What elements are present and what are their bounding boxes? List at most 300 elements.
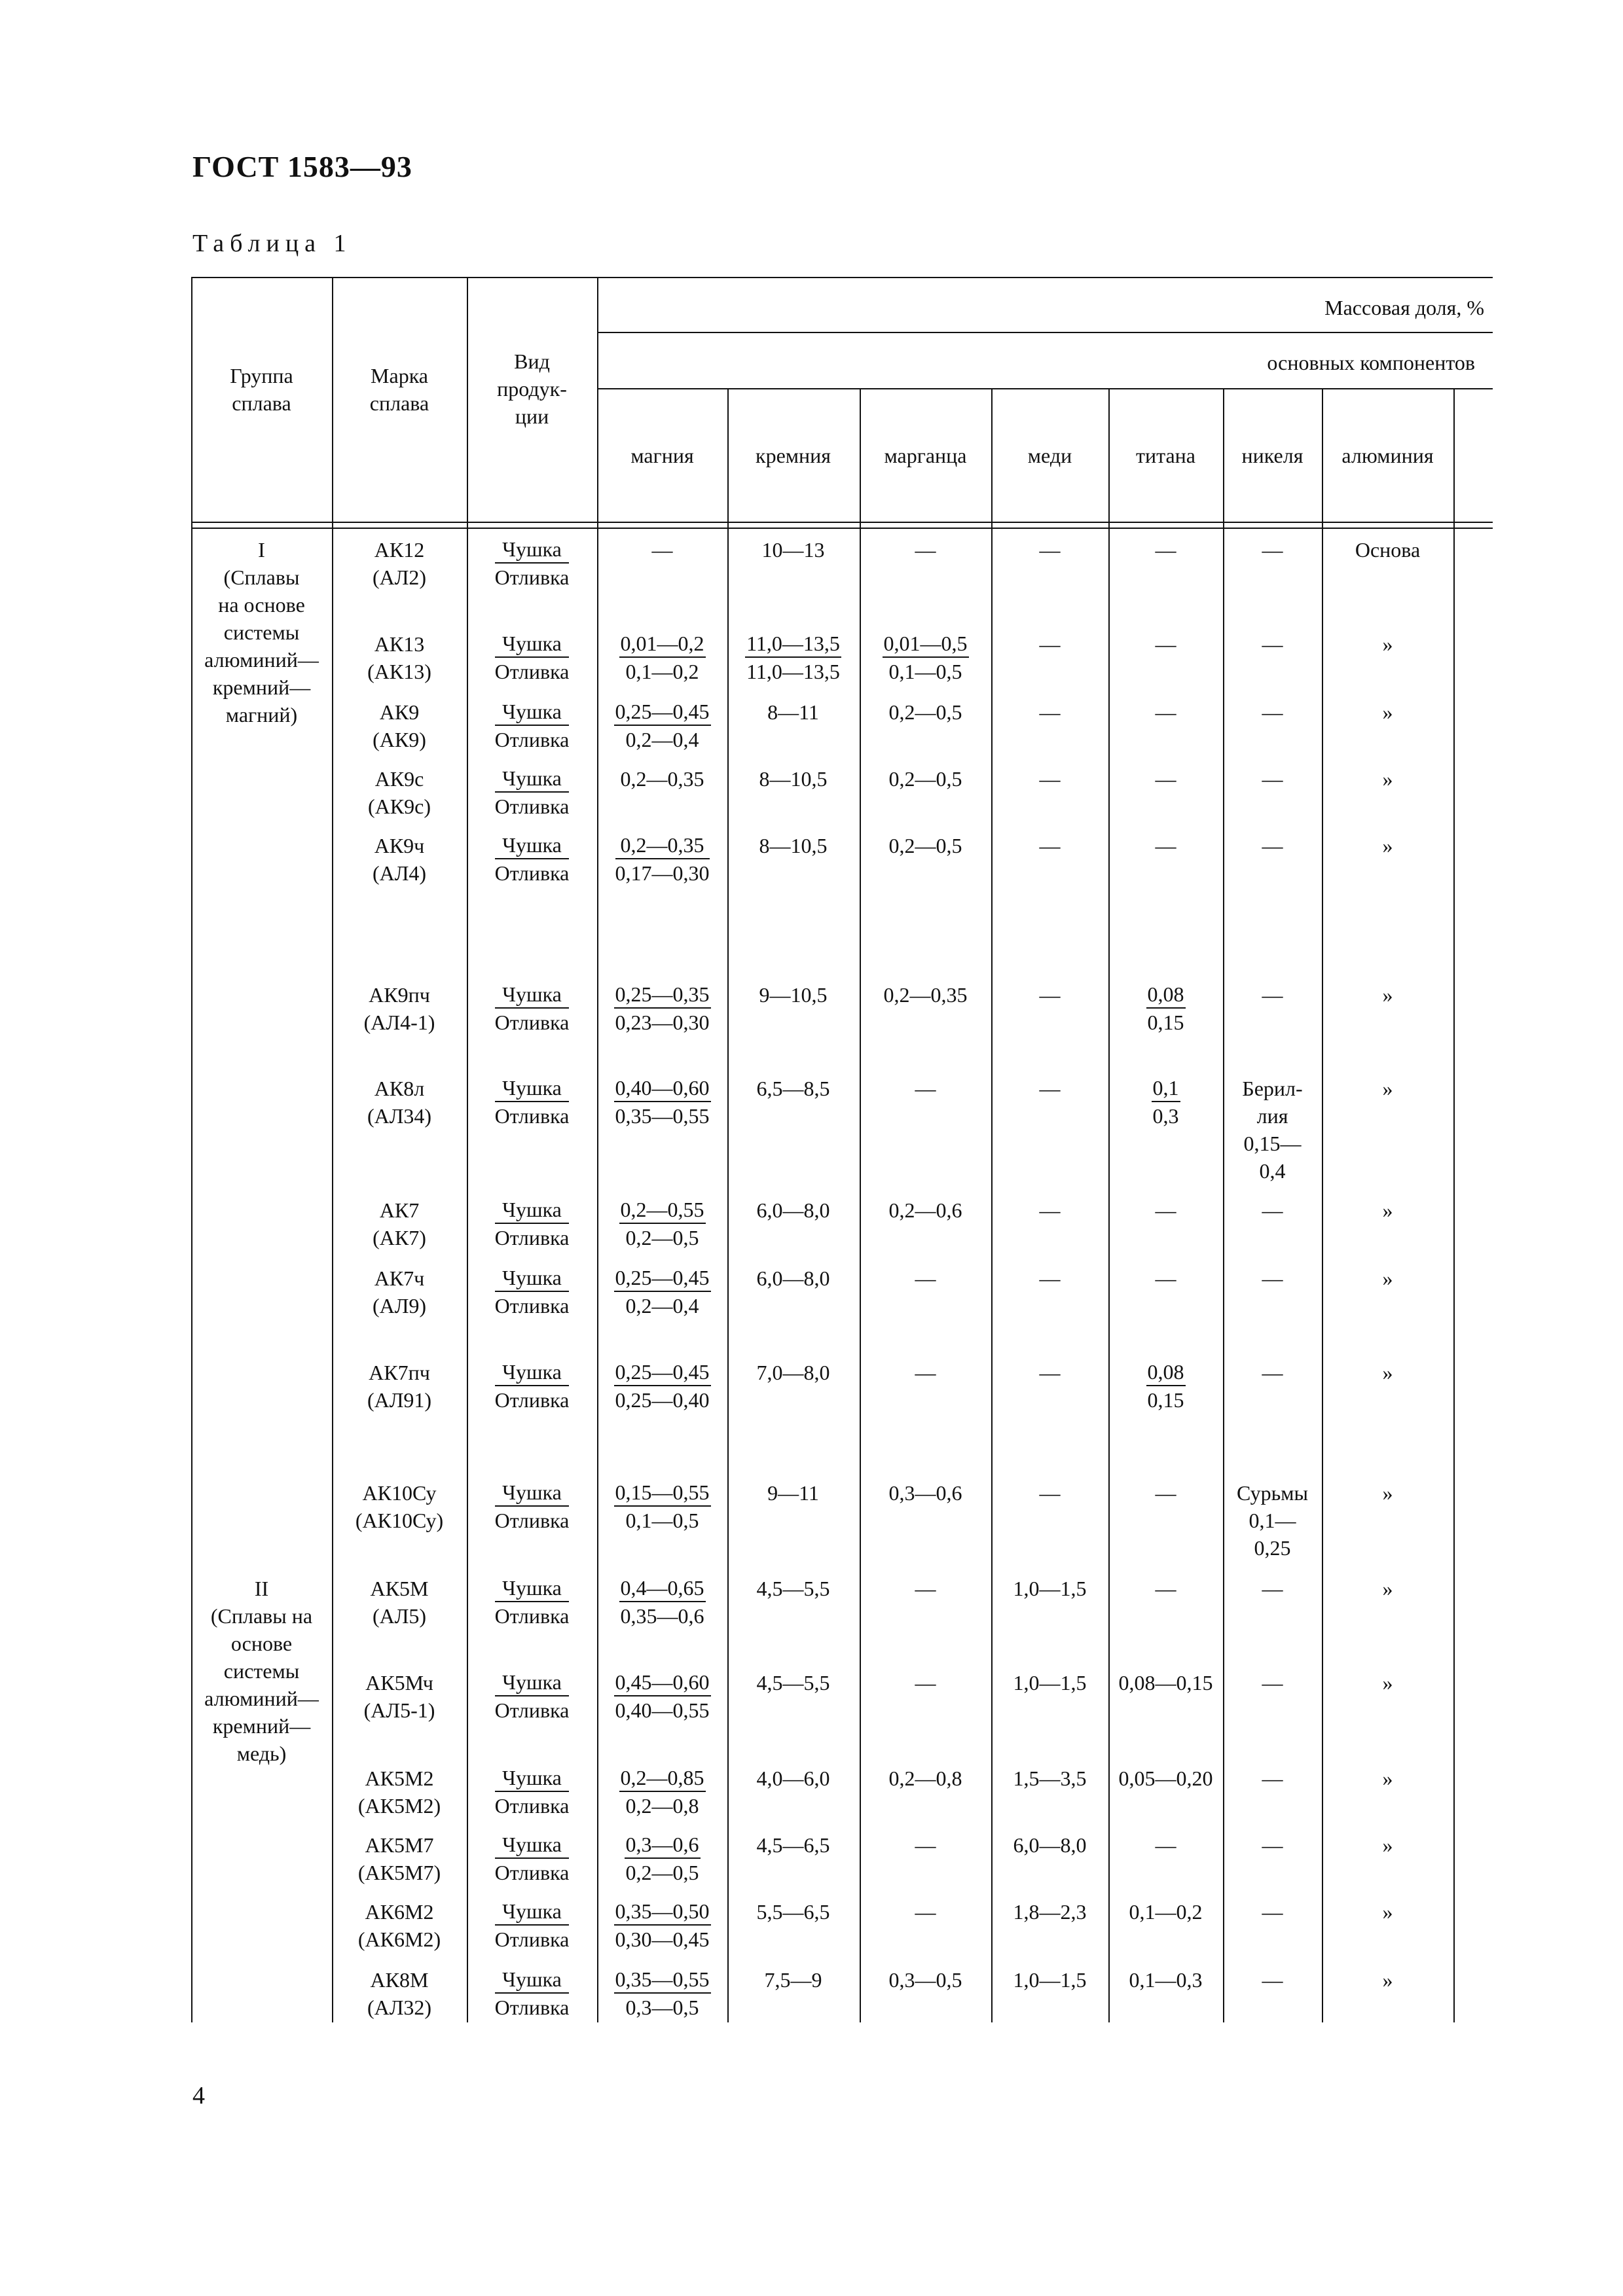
fraction-denominator: Отливка xyxy=(494,1604,570,1628)
table-cell-si xyxy=(727,1359,859,1386)
table-cell-product xyxy=(467,1831,597,1886)
fraction-numerator: 0,25—0,35 xyxy=(614,981,711,1009)
cell-line: АК5М xyxy=(370,1577,429,1600)
fraction-value xyxy=(495,832,570,887)
cell-line: 0,08—0,15 xyxy=(1118,1671,1213,1695)
fraction-numerator: Чушка xyxy=(495,1075,570,1102)
cell-line: АК10Су xyxy=(362,1481,437,1505)
cell-line: (АЛ91) xyxy=(367,1388,432,1412)
table-cell-mn xyxy=(860,1479,991,1507)
fraction-value xyxy=(1146,981,1186,1036)
table-cell-mg xyxy=(597,1359,727,1414)
cell-line: — xyxy=(1039,767,1061,791)
fraction-denominator: Отливка xyxy=(494,1698,570,1722)
cell-line: АК7ч xyxy=(374,1266,425,1290)
cell-line: АК9пч xyxy=(369,983,430,1007)
cell-line: 6,0—8,0 xyxy=(1013,1833,1087,1857)
table-cell-cu xyxy=(991,1359,1108,1386)
table-cell-ni xyxy=(1223,832,1322,859)
fraction-value xyxy=(614,1966,711,2021)
table-cell-mn xyxy=(860,832,991,859)
fraction-value xyxy=(625,1831,701,1886)
table-cell-ti xyxy=(1108,1966,1223,1994)
table-cell-ni xyxy=(1223,1575,1322,1602)
cell-line: — xyxy=(651,538,673,562)
cell-line: (АЛ34) xyxy=(367,1104,432,1128)
table-cell-product xyxy=(467,981,597,1036)
fraction-denominator: Отливка xyxy=(494,1294,570,1318)
table-cell-ni xyxy=(1223,765,1322,793)
fraction-numerator: 0,2—0,35 xyxy=(615,832,710,859)
table-cell-mg xyxy=(597,832,727,887)
cell-line: АК12 xyxy=(374,538,425,562)
table-cell-product xyxy=(467,1265,597,1319)
table-cell-product xyxy=(467,1575,597,1630)
fraction-denominator: 0,25—0,40 xyxy=(615,1388,710,1412)
header-component-7: алюминия xyxy=(1341,444,1434,467)
table-cell-si xyxy=(727,1575,859,1602)
header-component-1: магния xyxy=(630,444,694,467)
fraction-numerator: 0,15—0,55 xyxy=(614,1479,711,1507)
cell-line: АК5М7 xyxy=(365,1833,434,1857)
fraction-denominator: 0,2—0,4 xyxy=(625,1294,699,1318)
table-cell-cu xyxy=(991,1196,1108,1224)
table-cell-grade xyxy=(332,1359,467,1414)
fraction-denominator: Отливка xyxy=(494,861,570,885)
fraction-denominator: 0,2—0,5 xyxy=(625,1861,699,1884)
cell-line: кремний— xyxy=(212,675,311,699)
table-cell-ni xyxy=(1223,536,1322,564)
table-cell-mn xyxy=(860,1966,991,1994)
cell-line: — xyxy=(1262,1900,1283,1924)
cell-line: 4,0—6,0 xyxy=(756,1767,830,1790)
fraction-value xyxy=(614,1898,711,1953)
header-rule-main-components xyxy=(597,388,1493,389)
table-cell-si xyxy=(727,1765,859,1792)
cell-line: (АК5М7) xyxy=(357,1861,441,1884)
cell-line: 10—13 xyxy=(761,538,825,562)
cell-line: Берил- xyxy=(1242,1077,1303,1100)
fraction-numerator: Чушка xyxy=(495,1479,570,1507)
table-cell-grade xyxy=(332,1765,467,1820)
table-cell-ti xyxy=(1108,1196,1223,1224)
cell-line: 6,5—8,5 xyxy=(756,1077,830,1100)
cell-line: — xyxy=(1155,1833,1176,1857)
cell-line: (АК9с) xyxy=(368,795,431,818)
cell-line: — xyxy=(1262,1968,1283,1992)
table-cell-al xyxy=(1322,765,1453,793)
table-cell-ti xyxy=(1108,1265,1223,1292)
table-cell-grade xyxy=(332,1479,467,1534)
cell-line: 0,2—0,35 xyxy=(883,983,968,1007)
fraction-value xyxy=(614,698,711,753)
cell-line: (АК13) xyxy=(367,660,431,683)
group-label xyxy=(191,536,332,728)
table-cell-grade xyxy=(332,1831,467,1886)
table-cell-product xyxy=(467,1669,597,1724)
cell-line: » xyxy=(1382,1767,1393,1790)
table-cell-ni xyxy=(1223,1831,1322,1859)
table-cell-grade xyxy=(332,630,467,685)
fraction-value xyxy=(495,1765,570,1820)
cell-line: — xyxy=(1039,1361,1061,1384)
cell-line: Сурьмы xyxy=(1237,1481,1308,1505)
fraction-denominator: Отливка xyxy=(494,1996,570,2019)
table-cell-al xyxy=(1322,1196,1453,1224)
fraction-numerator: Чушка xyxy=(495,1575,570,1602)
cell-line: (Сплавы xyxy=(223,565,300,589)
table-cell-mg xyxy=(597,1575,727,1630)
table-cell-product xyxy=(467,1966,597,2021)
cell-line: АК6М2 xyxy=(365,1900,434,1924)
cell-line: на основе xyxy=(218,593,305,617)
fraction-denominator: 0,3—0,5 xyxy=(625,1996,699,2019)
header-component-2: кремния xyxy=(756,444,831,467)
table-cell-mn xyxy=(860,1575,991,1602)
cell-line: — xyxy=(1262,1361,1283,1384)
cell-line: 4,5—5,5 xyxy=(756,1671,830,1695)
table-cell-ni xyxy=(1223,1898,1322,1926)
cell-line: — xyxy=(1155,1481,1176,1505)
fraction-denominator: Отливка xyxy=(494,565,570,589)
table-cell-si xyxy=(727,1265,859,1292)
cell-line: 8—11 xyxy=(767,700,819,724)
cell-line: 4,5—6,5 xyxy=(756,1833,830,1857)
cell-line: 0,05—0,20 xyxy=(1118,1767,1213,1790)
cell-line: (АЛ5-1) xyxy=(363,1698,435,1722)
cell-line: (АК10Су) xyxy=(355,1509,444,1532)
cell-line: — xyxy=(1155,1266,1176,1290)
cell-line: (Сплавы на xyxy=(210,1604,313,1628)
table-cell-ni xyxy=(1223,1479,1322,1562)
fraction-numerator: 0,1 xyxy=(1152,1075,1180,1102)
fraction-numerator: Чушка xyxy=(495,630,570,658)
cell-line: (АК5М2) xyxy=(357,1794,441,1818)
cell-line: — xyxy=(1155,632,1176,656)
fraction-denominator: Отливка xyxy=(494,1011,570,1034)
cell-line: — xyxy=(1039,983,1061,1007)
fraction-value xyxy=(745,630,841,685)
table-cell-product xyxy=(467,1898,597,1953)
table-cell-cu xyxy=(991,1898,1108,1926)
cell-line: 9—10,5 xyxy=(759,983,828,1007)
document-title: ГОСТ 1583—93 xyxy=(192,150,412,183)
table-cell-grade xyxy=(332,981,467,1036)
table-cell-mg xyxy=(597,1669,727,1724)
table-cell-mg xyxy=(597,1479,727,1534)
cell-line: лия xyxy=(1256,1104,1288,1128)
cell-line: 0,2—0,5 xyxy=(888,767,962,791)
fraction-value xyxy=(619,1575,706,1630)
table-cell-si xyxy=(727,1669,859,1696)
cell-line: — xyxy=(1039,538,1061,562)
header-rule-mass-fraction xyxy=(597,332,1493,333)
fraction-denominator: 0,1—0,5 xyxy=(625,1509,699,1532)
fraction-numerator: Чушка xyxy=(495,1359,570,1386)
header-product xyxy=(467,348,597,430)
table-cell-cu xyxy=(991,1479,1108,1507)
fraction-value xyxy=(619,1765,706,1820)
cell-line: сплава xyxy=(232,391,291,415)
fraction-numerator: 0,4—0,65 xyxy=(619,1575,706,1602)
table-cell-product xyxy=(467,832,597,887)
cell-line: 5,5—6,5 xyxy=(756,1900,830,1924)
fraction-numerator: 0,40—0,60 xyxy=(614,1075,711,1102)
table-cell-cu xyxy=(991,698,1108,726)
cell-line: Марка xyxy=(371,364,428,387)
table-cell-si xyxy=(727,1479,859,1507)
fraction-value xyxy=(1152,1075,1180,1130)
cell-line: » xyxy=(1382,1833,1393,1857)
table-cell-mg xyxy=(597,1075,727,1130)
fraction-numerator: 0,3—0,6 xyxy=(625,1831,701,1859)
fraction-denominator: 0,1—0,2 xyxy=(625,660,699,683)
fraction-value xyxy=(495,698,570,753)
page-number: 4 xyxy=(192,2082,205,2109)
fraction-numerator: 11,0—13,5 xyxy=(745,630,841,658)
table-cell-mg xyxy=(597,536,727,564)
fraction-denominator: Отливка xyxy=(494,1794,570,1818)
table-cell-al xyxy=(1322,1479,1453,1507)
table-cell-ti xyxy=(1108,1075,1223,1130)
cell-line: 4,5—5,5 xyxy=(756,1577,830,1600)
cell-line: » xyxy=(1382,1577,1393,1600)
table-cell-ti xyxy=(1108,1479,1223,1507)
fraction-value xyxy=(883,630,969,685)
fraction-numerator: Чушка xyxy=(495,1265,570,1292)
table-cell-al xyxy=(1322,1669,1453,1696)
cell-line: » xyxy=(1382,1198,1393,1222)
cell-line: — xyxy=(1262,632,1283,656)
cell-line: — xyxy=(1262,767,1283,791)
cell-line: — xyxy=(1262,1833,1283,1857)
table-cell-ni xyxy=(1223,698,1322,726)
table-cell-si xyxy=(727,630,859,685)
table-cell-mn xyxy=(860,1898,991,1926)
table-cell-si xyxy=(727,832,859,859)
fraction-value xyxy=(614,1669,711,1724)
cell-line: 6,0—8,0 xyxy=(756,1198,830,1222)
cell-line: системы xyxy=(223,620,300,644)
cell-line: — xyxy=(1039,1481,1061,1505)
cell-line: — xyxy=(1262,700,1283,724)
cell-line: АК7пч xyxy=(369,1361,430,1384)
table-cell-si xyxy=(727,1898,859,1926)
cell-line: — xyxy=(915,1361,936,1384)
cell-line: АК8М xyxy=(370,1968,429,1992)
fraction-value xyxy=(619,1196,706,1251)
cell-line: 0,3—0,6 xyxy=(888,1481,962,1505)
cell-line: — xyxy=(1155,538,1176,562)
table-cell-al xyxy=(1322,1765,1453,1792)
fraction-value xyxy=(614,1075,711,1130)
table-cell-si xyxy=(727,1075,859,1102)
header-main-components: основных компонентов xyxy=(1267,351,1475,374)
fraction-value xyxy=(495,765,570,820)
table-cell-product xyxy=(467,1196,597,1251)
fraction-denominator: 0,3 xyxy=(1152,1104,1179,1128)
cell-line: АК7 xyxy=(379,1198,420,1222)
table-cell-al xyxy=(1322,1265,1453,1292)
fraction-value xyxy=(495,630,570,685)
table-cell-cu xyxy=(991,832,1108,859)
cell-line: — xyxy=(1262,1198,1283,1222)
cell-line: АК5Мч xyxy=(365,1671,433,1695)
fraction-numerator: 0,08 xyxy=(1146,1359,1186,1386)
table-cell-al xyxy=(1322,698,1453,726)
fraction-value xyxy=(495,1196,570,1251)
cell-line: (АК6М2) xyxy=(357,1928,441,1951)
table-cell-mn xyxy=(860,1265,991,1292)
cell-line: 1,0—1,5 xyxy=(1013,1671,1087,1695)
fraction-denominator: Отливка xyxy=(494,1928,570,1951)
fraction-numerator: 0,01—0,2 xyxy=(619,630,706,658)
cell-line: АК9ч xyxy=(374,834,425,857)
cell-line: — xyxy=(915,538,936,562)
fraction-denominator: Отливка xyxy=(494,728,570,751)
cell-line: I xyxy=(258,538,265,562)
cell-line: — xyxy=(915,1577,936,1600)
cell-line: — xyxy=(1262,983,1283,1007)
cell-line: » xyxy=(1382,1481,1393,1505)
table-cell-mn xyxy=(860,1669,991,1696)
fraction-numerator: Чушка xyxy=(495,698,570,726)
table-cell-ni xyxy=(1223,630,1322,658)
table-cell-cu xyxy=(991,1075,1108,1102)
cell-line: » xyxy=(1382,983,1393,1007)
header-component-5: титана xyxy=(1135,444,1195,467)
table-cell-product xyxy=(467,1479,597,1534)
cell-line: 6,0—8,0 xyxy=(756,1266,830,1290)
table-cell-cu xyxy=(991,1265,1108,1292)
cell-line: 7,5—9 xyxy=(764,1968,822,1992)
cell-line: АК8л xyxy=(374,1077,425,1100)
fraction-denominator: Отливка xyxy=(494,660,570,683)
cell-line: — xyxy=(1039,1198,1061,1222)
table-cell-cu xyxy=(991,981,1108,1009)
cell-line: 1,0—1,5 xyxy=(1013,1577,1087,1600)
cell-line: 0,2—0,5 xyxy=(888,834,962,857)
table-cell-grade xyxy=(332,765,467,820)
header-group xyxy=(191,362,332,417)
table-cell-ni xyxy=(1223,1669,1322,1696)
table-cell-cu xyxy=(991,630,1108,658)
table-cell-ti xyxy=(1108,698,1223,726)
fraction-denominator: 0,15 xyxy=(1147,1011,1184,1034)
fraction-denominator: 0,1—0,5 xyxy=(888,660,962,683)
fraction-value xyxy=(495,1831,570,1886)
fraction-value xyxy=(1146,1359,1186,1414)
cell-line: ции xyxy=(515,404,549,428)
table-cell-product xyxy=(467,630,597,685)
cell-line: 1,8—2,3 xyxy=(1013,1900,1087,1924)
header-bottom-rule-double xyxy=(191,528,1493,529)
table-cell-mn xyxy=(860,765,991,793)
table-cell-mg xyxy=(597,1265,727,1319)
table-cell-al xyxy=(1322,1966,1453,1994)
fraction-numerator: Чушка xyxy=(495,1966,570,1994)
table-cell-cu xyxy=(991,1765,1108,1792)
fraction-denominator: Отливка xyxy=(494,1509,570,1532)
cell-line: — xyxy=(1262,538,1283,562)
table-cell-ti xyxy=(1108,1831,1223,1859)
cell-line: 1,5—3,5 xyxy=(1013,1767,1087,1790)
cell-line: АК9с xyxy=(374,767,424,791)
table-cell-product xyxy=(467,1075,597,1130)
table-top-rule xyxy=(191,277,1493,278)
table-cell-mn xyxy=(860,1196,991,1224)
fraction-numerator: 0,2—0,85 xyxy=(619,1765,706,1792)
cell-line: » xyxy=(1382,632,1393,656)
table-cell-grade xyxy=(332,698,467,753)
fraction-numerator: Чушка xyxy=(495,1669,570,1696)
fraction-numerator: 0,08 xyxy=(1146,981,1186,1009)
table-cell-grade xyxy=(332,1966,467,2021)
cell-line: алюминий— xyxy=(204,1687,319,1710)
cell-line: 8—10,5 xyxy=(759,834,828,857)
table-cell-al xyxy=(1322,1359,1453,1386)
table-cell-mn xyxy=(860,630,991,685)
table-caption: Таблица 1 xyxy=(192,230,352,257)
cell-line: — xyxy=(1262,834,1283,857)
cell-line: 0,2—0,35 xyxy=(620,767,704,791)
fraction-value xyxy=(614,1479,711,1534)
table-cell-ni xyxy=(1223,1075,1322,1185)
fraction-numerator: 0,45—0,60 xyxy=(614,1669,711,1696)
fraction-denominator: 0,35—0,6 xyxy=(620,1604,704,1628)
cell-line: 0,1— xyxy=(1249,1509,1296,1532)
table-cell-si xyxy=(727,1831,859,1859)
cell-line: — xyxy=(1155,834,1176,857)
fraction-denominator: Отливка xyxy=(494,795,570,818)
fraction-numerator: Чушка xyxy=(495,1898,570,1926)
fraction-denominator: 0,23—0,30 xyxy=(615,1011,710,1034)
table-cell-grade xyxy=(332,1898,467,1953)
table-cell-mg xyxy=(597,765,727,793)
cell-line: — xyxy=(915,1900,936,1924)
header-component-4: меди xyxy=(1027,444,1072,467)
cell-line: — xyxy=(1262,1266,1283,1290)
cell-line: » xyxy=(1382,1077,1393,1100)
table-cell-si xyxy=(727,698,859,726)
fraction-numerator: Чушка xyxy=(495,832,570,859)
fraction-value xyxy=(614,981,711,1036)
table-cell-al xyxy=(1322,981,1453,1009)
cell-line: » xyxy=(1382,1671,1393,1695)
table-cell-cu xyxy=(991,1966,1108,1994)
cell-line: продук- xyxy=(497,377,567,401)
table-cell-mg xyxy=(597,698,727,753)
fraction-value xyxy=(614,1359,711,1414)
table-cell-grade xyxy=(332,1196,467,1251)
cell-line: АК13 xyxy=(374,632,425,656)
fraction-numerator: Чушка xyxy=(495,1196,570,1224)
table-cell-ti xyxy=(1108,832,1223,859)
table-cell-grade xyxy=(332,1265,467,1319)
table-cell-al xyxy=(1322,1075,1453,1102)
fraction-numerator: 0,35—0,50 xyxy=(614,1898,711,1926)
table-cell-grade xyxy=(332,1075,467,1130)
fraction-numerator: Чушка xyxy=(495,536,570,564)
table-cell-mg xyxy=(597,1831,727,1886)
table-cell-si xyxy=(727,765,859,793)
cell-line: — xyxy=(1262,1671,1283,1695)
fraction-value xyxy=(495,536,570,591)
fraction-value xyxy=(614,1265,711,1319)
fraction-numerator: 0,35—0,55 xyxy=(614,1966,711,1994)
table-cell-al xyxy=(1322,536,1453,564)
fraction-numerator: 0,2—0,55 xyxy=(619,1196,706,1224)
